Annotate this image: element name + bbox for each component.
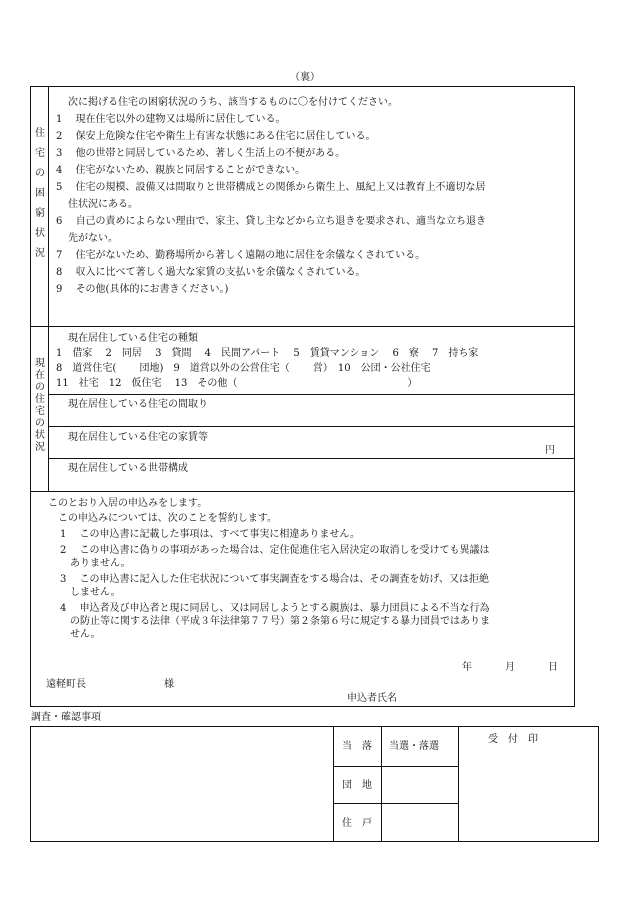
hardship-item[interactable]: 2 保安上危険な住宅や衛生上有害な状態にある住宅に居住している。 xyxy=(56,131,376,142)
pledge-item: 4 申込者及び申込者と現に同居し、又は同居しようとする親族は、暴力団員による不当な行為 xyxy=(60,603,490,614)
pledge-item: 1 この申込書に記載した事項は、すべて事実に相違ありません。 xyxy=(60,529,360,540)
hardship-item[interactable]: 6 自己の責めによらない理由で、家主、貸し主などから立ち退きを要求され、適当な立ち退き xyxy=(56,216,486,227)
housing-type-options-1[interactable]: 1 借家 2 同居 3 貸間 4 民間アパート 5 賃貸マンション 6 寮 7 持ち家 xyxy=(56,348,479,359)
hardship-item-continuation: 先がない。 xyxy=(68,233,118,244)
hardship-item[interactable]: 1 現在住宅以外の建物又は場所に居住している。 xyxy=(56,114,286,125)
section2-label: 現 在 の 住 宅 の 状 況 xyxy=(35,358,45,453)
investigation-title: 調査・確認事項 xyxy=(31,712,101,723)
rent-label: 現在居住している住宅の家賃等 xyxy=(68,432,208,443)
hardship-item[interactable]: 7 住宅がないため、勤務場所から著しく遠隔の地に居住を余儀なくされている。 xyxy=(56,250,426,261)
date-month-label: 月 xyxy=(505,662,515,673)
row-divider xyxy=(49,394,574,395)
hardship-item-continuation: 住状況にある。 xyxy=(68,199,138,210)
section1-label: 住 宅 の 困 窮 状 況 xyxy=(35,128,45,259)
complex-label: 団 地 xyxy=(342,780,372,791)
table-row-divider xyxy=(333,766,458,767)
row-divider xyxy=(49,458,574,459)
pledge-item-continuation: せん。 xyxy=(70,629,101,640)
page-side-label: （裏） xyxy=(290,72,320,83)
table-divider xyxy=(333,726,334,842)
pledge-intro: この申込みについては、次のことを誓約します。 xyxy=(58,513,277,524)
hardship-item[interactable]: 9 その他(具体的にお書きください。) xyxy=(56,284,229,295)
table-row-divider xyxy=(333,803,458,804)
housing-type-options-2[interactable]: 8 道営住宅( 団地) 9 道営以外の公営住宅（ 営） 10 公団・公社住宅 xyxy=(56,363,431,374)
applicant-name-label: 申込者氏名 xyxy=(347,693,397,704)
addressee: 遠軽町長 xyxy=(46,679,86,690)
section2-divider xyxy=(48,327,49,491)
table-divider xyxy=(458,726,459,842)
honorific: 様 xyxy=(164,679,174,690)
household-label: 現在居住している世帯構成 xyxy=(68,463,188,474)
application-statement: このとおり入居の申込みをします。 xyxy=(48,498,208,509)
date-year-label: 年 xyxy=(462,662,472,673)
pledge-item-continuation: ありません。 xyxy=(70,558,131,569)
section1-divider xyxy=(48,87,49,326)
date-day-label: 日 xyxy=(548,662,558,673)
hardship-item[interactable]: 5 住宅の規模、設備又は間取りと世帯構成との関係から衛生上、風紀上又は教育上不適切な居 xyxy=(56,182,486,193)
pledge-item: 3 この申込書に記入した住宅状況について事実調査をする場合は、その調査を妨げ、又は拒絶 xyxy=(60,574,489,585)
pledge-item-continuation: しません。 xyxy=(70,587,121,598)
hardship-item[interactable]: 4 住宅がないため、親族と同居することができない。 xyxy=(56,165,306,176)
unit-label: 住 戸 xyxy=(342,818,372,829)
rent-unit: 円 xyxy=(545,445,555,456)
housing-type-options-3[interactable]: 11 社宅 12 仮住宅 13 その他（ ） xyxy=(56,378,418,389)
table-divider xyxy=(381,726,382,842)
row-divider xyxy=(49,426,574,427)
reception-stamp-label: 受 付 印 xyxy=(488,734,538,745)
pledge-item-continuation: の防止等に関する法律（平成３年法律第７７号）第２条第６号に規定する暴力団員ではありま xyxy=(70,616,490,627)
housing-type-title: 現在居住している住宅の種類 xyxy=(68,333,198,344)
hardship-intro: 次に掲げる住宅の困窮状況のうち、該当するものに〇を付けてください。 xyxy=(68,97,398,108)
hardship-item[interactable]: 8 収入に比べて著しく過大な家賃の支払いを余儀なくされている。 xyxy=(56,267,366,278)
pledge-item: 2 この申込書に偽りの事項があった場合は、定住促進住宅入居決定の取消しを受けても異議は xyxy=(60,545,490,556)
result-label: 当 落 xyxy=(342,741,372,752)
hardship-item[interactable]: 3 他の世帯と同居しているため、著しく生活上の不便がある。 xyxy=(56,148,346,159)
floor-plan-label: 現在居住している住宅の間取り xyxy=(68,399,208,410)
result-value[interactable]: 当選・落選 xyxy=(389,741,439,752)
